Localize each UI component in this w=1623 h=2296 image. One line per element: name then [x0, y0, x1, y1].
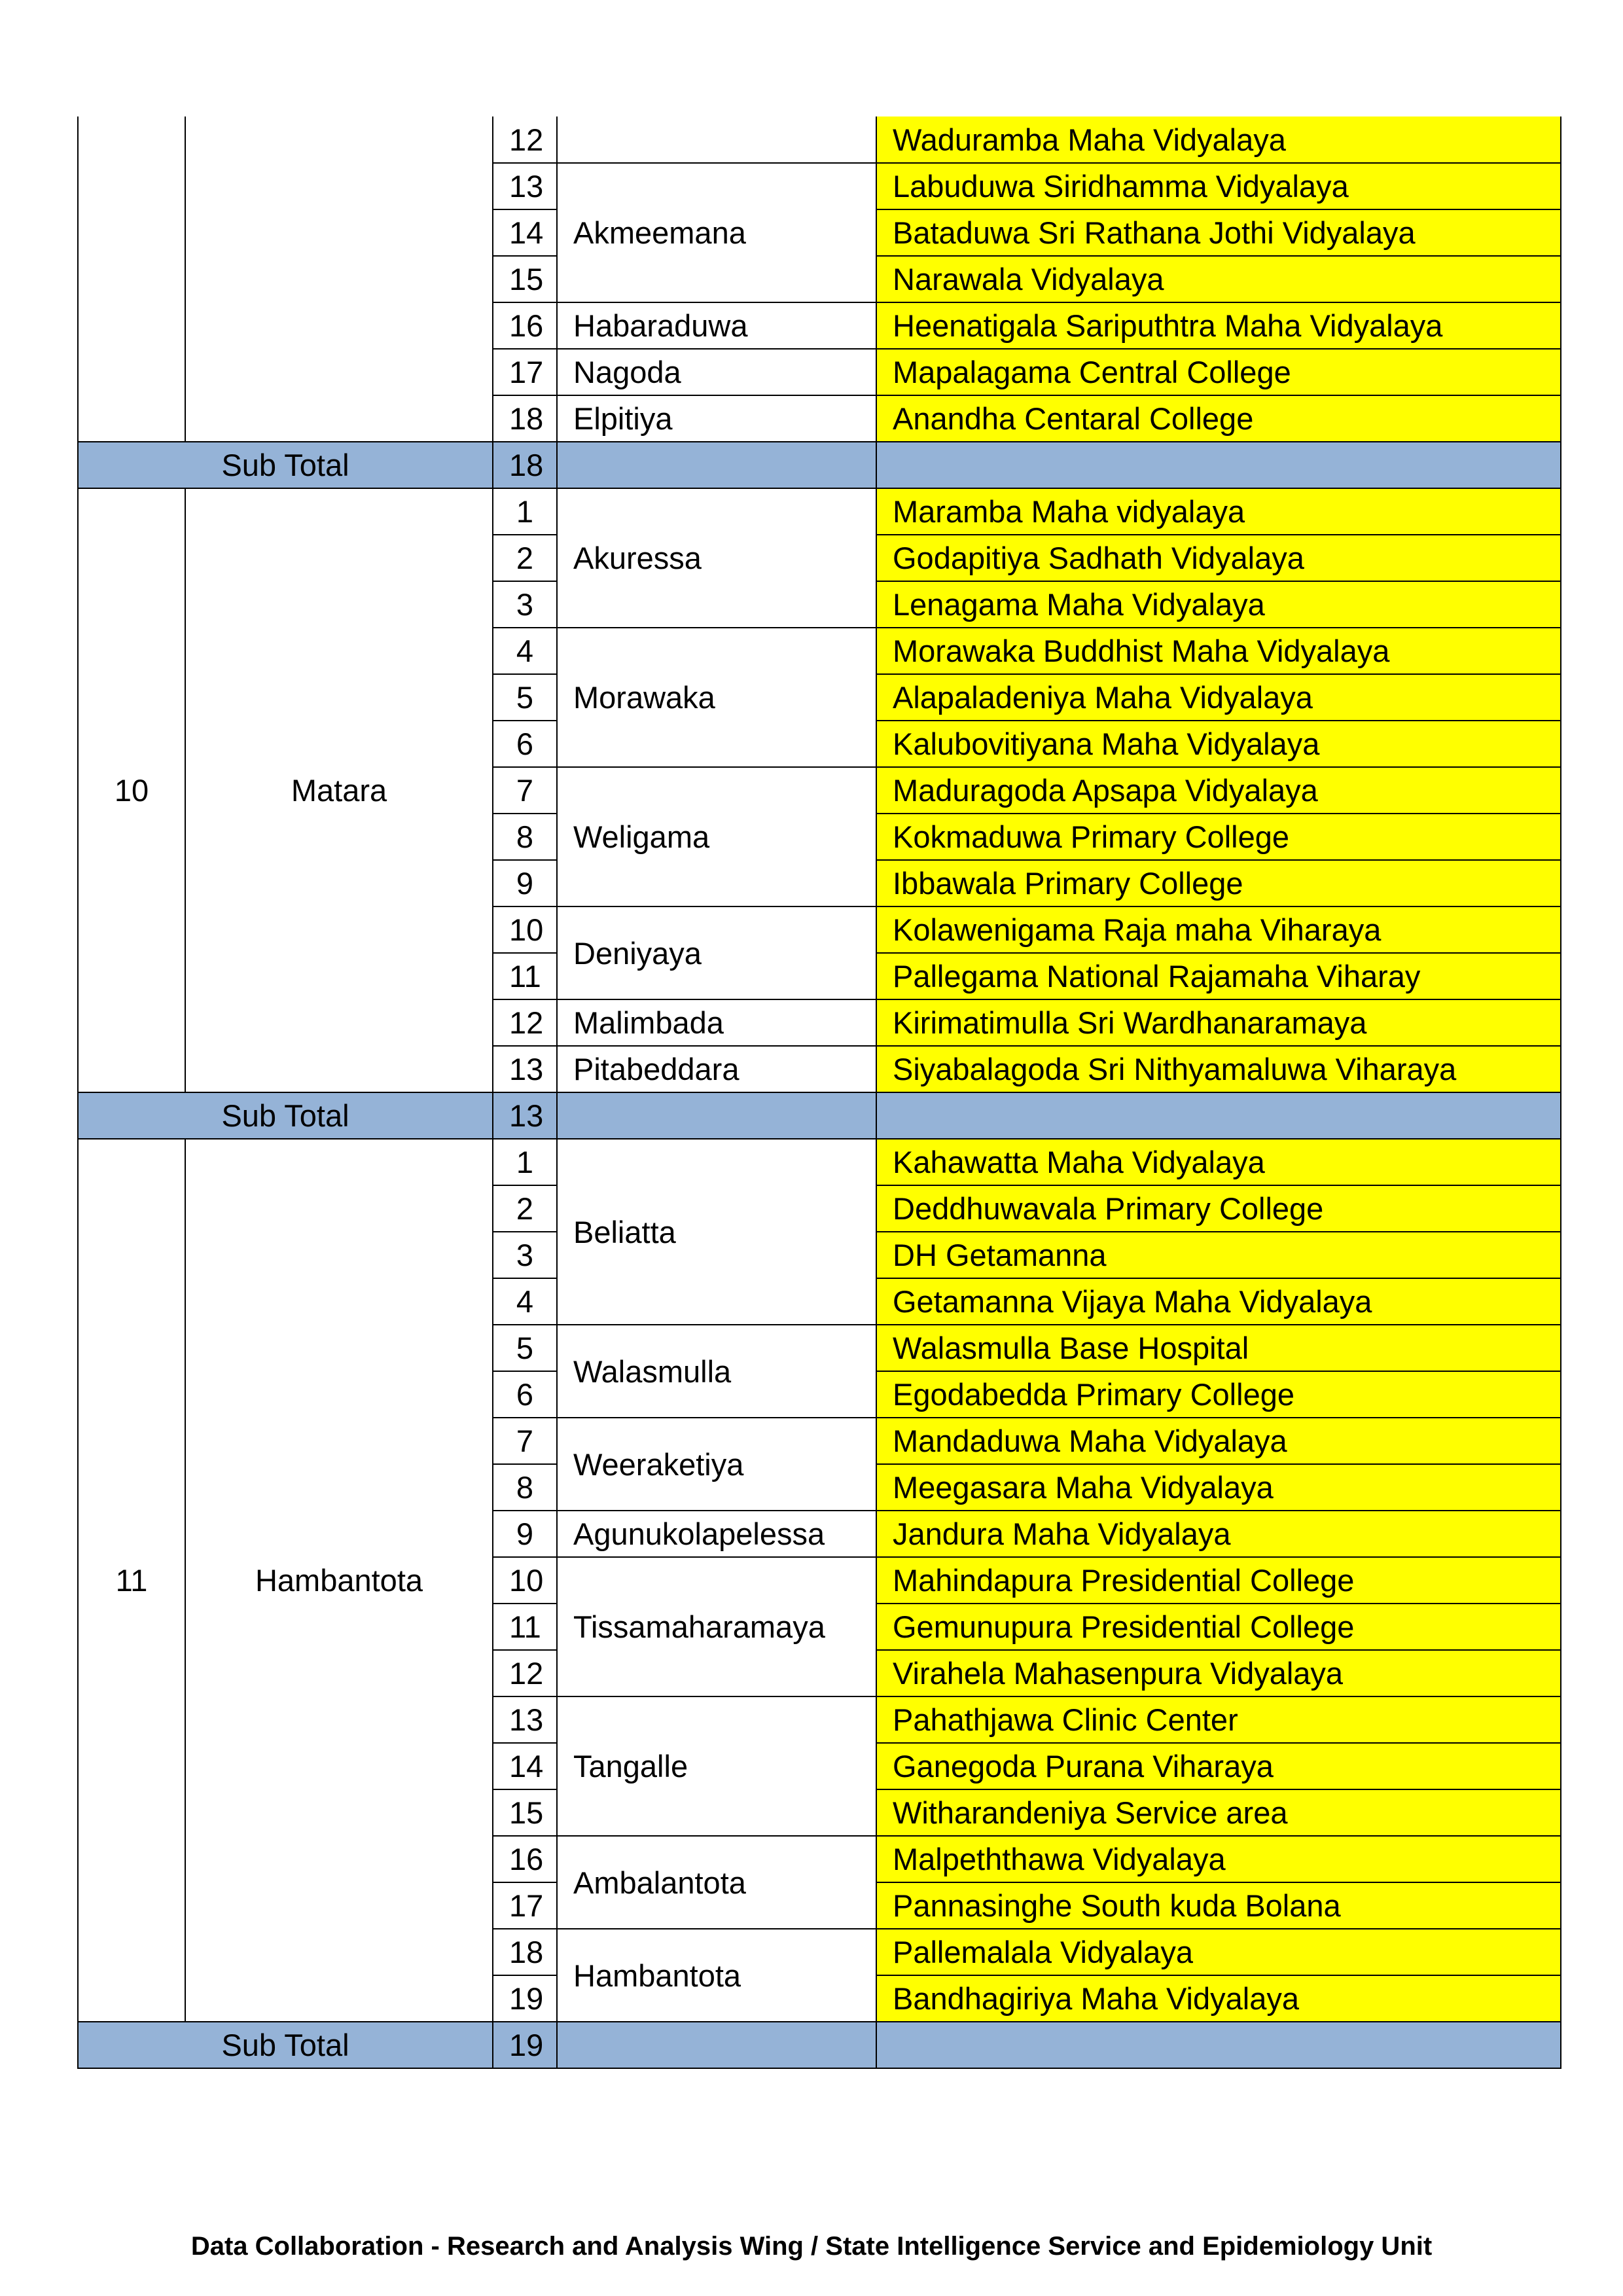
moh-area: [557, 117, 876, 163]
row-number: 3: [493, 1232, 557, 1278]
subtotal-row: [78, 442, 1561, 488]
row-number: 6: [493, 721, 557, 767]
row-number: 17: [493, 349, 557, 395]
site-name: Narawala Vidyalaya: [876, 256, 1561, 302]
table-row: [78, 488, 1561, 535]
table-row: [78, 117, 1561, 163]
site-name: Kokmaduwa Primary College: [876, 814, 1561, 860]
row-number: 12: [493, 1650, 557, 1696]
site-name: Maramba Maha vidyalaya: [876, 488, 1561, 535]
moh-area: Deniyaya: [557, 906, 876, 999]
site-name: Mapalagama Central College: [876, 349, 1561, 395]
site-name: Virahela Mahasenpura Vidyalaya: [876, 1650, 1561, 1696]
subtotal-empty-cell: [557, 2022, 876, 2068]
district-index: 11: [78, 1139, 185, 2022]
site-name: Pannasinghe South kuda Bolana: [876, 1882, 1561, 1929]
site-name: Malpeththawa Vidyalaya: [876, 1836, 1561, 1882]
subtotal-label: Sub Total: [78, 2022, 493, 2068]
site-name: Bataduwa Sri Rathana Jothi Vidyalaya: [876, 209, 1561, 256]
moh-area: Ambalantota: [557, 1836, 876, 1929]
site-name: Lenagama Maha Vidyalaya: [876, 581, 1561, 628]
subtotal-empty-cell: [876, 442, 1561, 488]
row-number: 5: [493, 674, 557, 721]
row-number: 17: [493, 1882, 557, 1929]
moh-area: Malimbada: [557, 999, 876, 1046]
moh-area: Morawaka: [557, 628, 876, 767]
row-number: 1: [493, 1139, 557, 1185]
site-name: Pallegama National Rajamaha Viharay: [876, 953, 1561, 999]
row-number: 16: [493, 1836, 557, 1882]
row-number: 2: [493, 535, 557, 581]
table-row: [78, 1139, 1561, 1185]
site-name: Mandaduwa Maha Vidyalaya: [876, 1418, 1561, 1464]
row-number: 13: [493, 163, 557, 209]
row-number: 16: [493, 302, 557, 349]
row-number: 13: [493, 1696, 557, 1743]
site-name: Getamanna Vijaya Maha Vidyalaya: [876, 1278, 1561, 1325]
moh-area: Walasmulla: [557, 1325, 876, 1418]
district-name: [185, 117, 493, 442]
row-number: 5: [493, 1325, 557, 1371]
site-name: Alapaladeniya Maha Vidyalaya: [876, 674, 1561, 721]
moh-area: Hambantota: [557, 1929, 876, 2022]
row-number: 13: [493, 1046, 557, 1092]
site-name: DH Getamanna: [876, 1232, 1561, 1278]
moh-area: Pitabeddara: [557, 1046, 876, 1092]
moh-area: Elpitiya: [557, 395, 876, 442]
row-number: 10: [493, 1557, 557, 1604]
site-name: Labuduwa Siridhamma Vidyalaya: [876, 163, 1561, 209]
moh-area: Akmeemana: [557, 163, 876, 302]
subtotal-value: 18: [493, 442, 557, 488]
district-index: [78, 117, 185, 442]
row-number: 11: [493, 953, 557, 999]
row-number: 9: [493, 1511, 557, 1557]
row-number: 2: [493, 1185, 557, 1232]
site-name: Heenatigala Sariputhtra Maha Vidyalaya: [876, 302, 1561, 349]
site-name: Bandhagiriya Maha Vidyalaya: [876, 1975, 1561, 2022]
subtotal-label: Sub Total: [78, 1092, 493, 1139]
row-number: 7: [493, 767, 557, 814]
subtotal-label: Sub Total: [78, 442, 493, 488]
subtotal-empty-cell: [557, 1092, 876, 1139]
moh-area: Weeraketiya: [557, 1418, 876, 1511]
row-number: 14: [493, 1743, 557, 1789]
site-name: Kalubovitiyana Maha Vidyalaya: [876, 721, 1561, 767]
row-number: 15: [493, 256, 557, 302]
row-number: 15: [493, 1789, 557, 1836]
moh-area: Agunukolapelessa: [557, 1511, 876, 1557]
moh-area: Tissamaharamaya: [557, 1557, 876, 1696]
site-name: Waduramba Maha Vidyalaya: [876, 117, 1561, 163]
district-name: Matara: [185, 488, 493, 1092]
site-name: Egodabedda Primary College: [876, 1371, 1561, 1418]
row-number: 11: [493, 1604, 557, 1650]
district-index: 10: [78, 488, 185, 1092]
moh-area: Tangalle: [557, 1696, 876, 1836]
row-number: 14: [493, 209, 557, 256]
site-name: Morawaka Buddhist Maha Vidyalaya: [876, 628, 1561, 674]
row-number: 1: [493, 488, 557, 535]
row-number: 8: [493, 1464, 557, 1511]
row-number: 10: [493, 906, 557, 953]
site-name: Ganegoda Purana Viharaya: [876, 1743, 1561, 1789]
row-number: 4: [493, 1278, 557, 1325]
site-table: [77, 117, 1561, 2069]
moh-area: Beliatta: [557, 1139, 876, 1325]
row-number: 7: [493, 1418, 557, 1464]
row-number: 12: [493, 999, 557, 1046]
row-number: 3: [493, 581, 557, 628]
row-number: 4: [493, 628, 557, 674]
site-name: Jandura Maha Vidyalaya: [876, 1511, 1561, 1557]
moh-area: Nagoda: [557, 349, 876, 395]
subtotal-value: 19: [493, 2022, 557, 2068]
row-number: 6: [493, 1371, 557, 1418]
row-number: 18: [493, 395, 557, 442]
row-number: 9: [493, 860, 557, 906]
site-name: Pahathjawa Clinic Center: [876, 1696, 1561, 1743]
site-name: Pallemalala Vidyalaya: [876, 1929, 1561, 1975]
moh-area: Habaraduwa: [557, 302, 876, 349]
site-name: Siyabalagoda Sri Nithyamaluwa Viharaya: [876, 1046, 1561, 1092]
moh-area: Akuressa: [557, 488, 876, 628]
site-name: Ibbawala Primary College: [876, 860, 1561, 906]
site-name: Maduragoda Apsapa Vidyalaya: [876, 767, 1561, 814]
site-name: Gemunupura Presidential College: [876, 1604, 1561, 1650]
row-number: 19: [493, 1975, 557, 2022]
site-name: Walasmulla Base Hospital: [876, 1325, 1561, 1371]
site-name: Anandha Centaral College: [876, 395, 1561, 442]
moh-area: Weligama: [557, 767, 876, 906]
site-name: Kolawenigama Raja maha Viharaya: [876, 906, 1561, 953]
footer-credit: Data Collaboration - Research and Analysis Wing / State Intelligence Service and Epidemiology Unit: [190, 2232, 1433, 2261]
site-name: Meegasara Maha Vidyalaya: [876, 1464, 1561, 1511]
row-number: 12: [493, 117, 557, 163]
subtotal-row: [78, 1092, 1561, 1139]
subtotal-empty-cell: [876, 1092, 1561, 1139]
subtotal-value: 13: [493, 1092, 557, 1139]
subtotal-empty-cell: [876, 2022, 1561, 2068]
row-number: 8: [493, 814, 557, 860]
site-name: Godapitiya Sadhath Vidyalaya: [876, 535, 1561, 581]
site-name: Mahindapura Presidential College: [876, 1557, 1561, 1604]
site-name: Deddhuwavala Primary College: [876, 1185, 1561, 1232]
subtotal-empty-cell: [557, 442, 876, 488]
row-number: 18: [493, 1929, 557, 1975]
site-name: Kirimatimulla Sri Wardhanaramaya: [876, 999, 1561, 1046]
district-name: Hambantota: [185, 1139, 493, 2022]
subtotal-row: [78, 2022, 1561, 2068]
site-name: Kahawatta Maha Vidyalaya: [876, 1139, 1561, 1185]
site-name: Witharandeniya Service area: [876, 1789, 1561, 1836]
